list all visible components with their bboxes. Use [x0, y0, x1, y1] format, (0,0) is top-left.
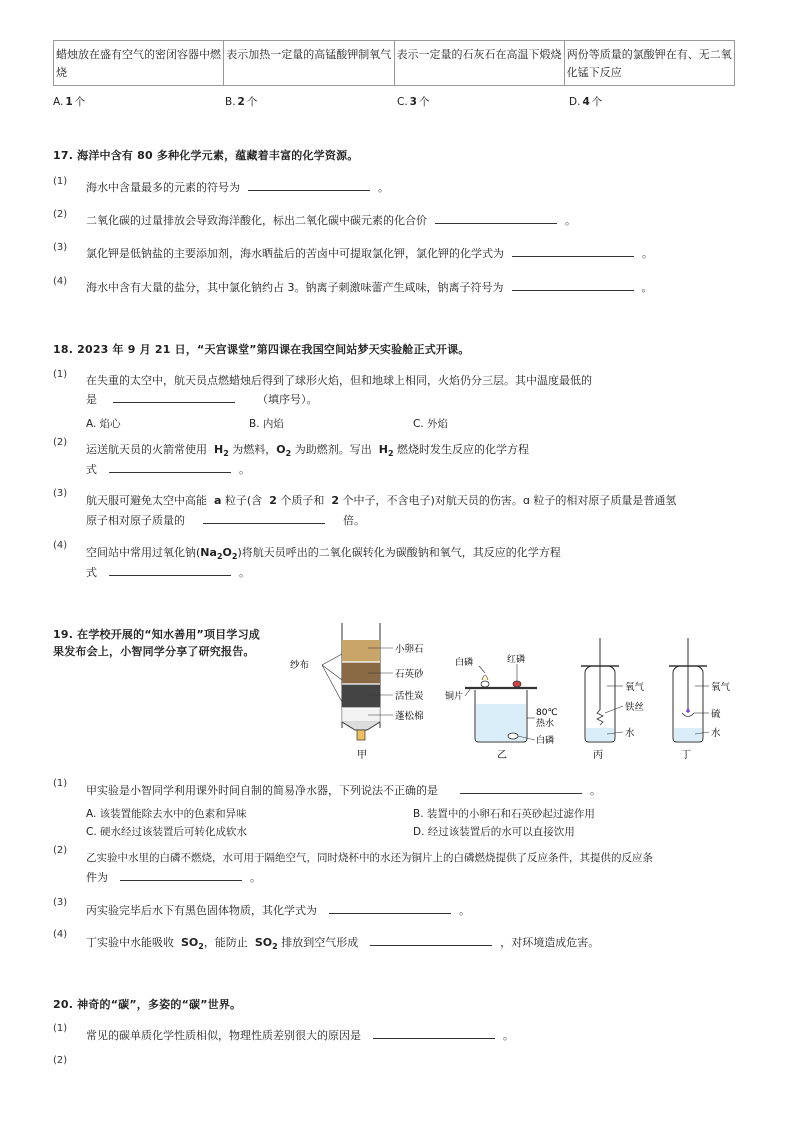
q17-part1-number: (1) — [53, 176, 68, 187]
q19-part1 — [86, 781, 601, 800]
q19-part2-number: (2) — [53, 845, 68, 856]
choice-letter: B. — [225, 96, 236, 108]
q19-option-d[interactable]: D. 经过该装置后的水可以直接饮用 — [413, 826, 575, 838]
q18-part2-number: (2) — [53, 437, 68, 448]
q18-part1-line1: 在失重的太空中，航天员点燃蜡烛后得到了球形火焰，但和地球上相同，火焰仍分三层。其中温度最低的 — [86, 374, 592, 387]
phosphorus-combustion-diagram — [445, 653, 558, 761]
choice-unit: 个 — [591, 96, 603, 108]
choice-unit: 个 — [74, 96, 86, 108]
label-activated-carbon: 活性炭 — [395, 691, 424, 702]
q17-title: 17. 海洋中含有 80 多种化学元素，蕴藏着丰富的化学资源。 — [53, 149, 359, 162]
punct: 。 — [503, 1029, 514, 1042]
label-water-bing: 水 — [625, 728, 635, 739]
q18-title: 18. 2023 年 9 月 21 日，“天宫课堂”第四课在我国空间站梦天实验舱正式开课。 — [53, 343, 470, 356]
choice-unit: 个 — [246, 96, 258, 108]
q17-part3 — [86, 244, 653, 263]
label-sulfur: 硫 — [711, 709, 721, 720]
punct: 。 — [378, 181, 389, 194]
q18-part2-text: 燃烧时发生反应的化学方程 — [397, 443, 530, 456]
choice-letter: A. — [53, 96, 64, 108]
q17-part2-text: 二氧化碳的过量排放会导致海洋酸化，标出二氧化碳中碳元素的化合价 — [86, 214, 427, 227]
q19-part2-text: 件为 — [86, 871, 108, 884]
choice-c[interactable] — [397, 94, 429, 109]
q18-part1-number: (1) — [53, 369, 68, 380]
choice-d[interactable] — [569, 94, 602, 109]
q18-part3-line2 — [86, 511, 365, 530]
q18-part2-line2 — [86, 460, 250, 479]
formula-na2o2 — [200, 546, 238, 562]
q17-part2 — [86, 211, 576, 230]
q18-part4-text: 式 — [86, 566, 97, 579]
answer-blank[interactable] — [113, 390, 235, 403]
q20-title: 20. 神奇的“碳”，多姿的“碳”世界。 — [53, 998, 242, 1011]
q18-part4-text: 空间站中常用过氧化钠( — [86, 546, 201, 559]
pebble-layer — [342, 640, 380, 662]
option-cell-4: 两份等质量的氯酸钾在有、无二氧化锰下反应 — [564, 41, 734, 86]
q18-part2-text: 为助燃剂。写出 — [294, 443, 372, 456]
formula-symbol: O — [276, 443, 286, 456]
q19-part2-line2 — [86, 868, 261, 887]
answer-blank[interactable] — [109, 460, 231, 473]
q19-part3-number: (3) — [53, 897, 68, 908]
answer-blank[interactable] — [109, 563, 231, 576]
label-oxygen-ding: 氧气 — [711, 682, 731, 693]
q18-part3-text: 原子相对原子质量的 — [86, 514, 185, 527]
answer-blank[interactable] — [512, 278, 634, 291]
label-white-phosphorus-bottom: 白磷 — [536, 736, 555, 746]
answer-blank[interactable] — [373, 1026, 495, 1039]
q19-part4-text: 丁实验中水能吸收 — [86, 936, 174, 949]
q18-part1-hint: （填序号）。 — [257, 393, 318, 406]
q19-title-line2: 果发布会上，小智同学分享了研究报告。 — [53, 645, 255, 658]
formula-h2 — [214, 443, 229, 459]
punct: 。 — [239, 463, 250, 476]
q18-part3-text: 航天服可避免太空中高能 — [86, 494, 207, 507]
q19-part4-text: ，能防止 — [203, 936, 248, 949]
q18-part2-text: 式 — [86, 463, 97, 476]
option-cell-1: 蜡烛放在盛有空气的密闭容器中燃烧 — [54, 41, 224, 86]
formula-subscript: 2 — [231, 552, 238, 562]
q19-option-c[interactable]: C. 硬水经过该装置后可转化成软水 — [86, 826, 248, 838]
choice-b[interactable] — [225, 94, 257, 109]
punct: 倍。 — [343, 514, 365, 527]
punct: 。 — [239, 566, 250, 579]
formula-symbol: Na — [200, 546, 217, 559]
q18-part4-number: (4) — [53, 540, 68, 551]
option-cell-2: 表示加热一定量的高锰酸钾制氧气 — [224, 41, 394, 86]
label-white-phosphorus-top: 白磷 — [455, 658, 474, 668]
answer-blank[interactable] — [248, 178, 370, 191]
q18-part1-line2 — [86, 390, 318, 409]
label-water-ding: 水 — [711, 728, 721, 739]
number: 2 — [269, 494, 277, 507]
answer-blank[interactable] — [120, 868, 242, 881]
formula-subscript: 2 — [223, 449, 229, 459]
option-cell-3: 表示一定量的石灰石在高温下煅烧 — [394, 41, 564, 86]
q18-part3-text: 个质子和 — [280, 494, 325, 507]
answer-blank[interactable] — [203, 511, 325, 524]
formula-o2 — [276, 443, 292, 459]
formula-h2 — [378, 443, 394, 459]
punct: 。 — [565, 214, 576, 227]
answer-blank[interactable] — [329, 901, 451, 914]
q18-part3-line1 — [86, 492, 676, 510]
label-hot-water: 热水 — [536, 719, 555, 729]
choice-unit: 个 — [418, 96, 430, 108]
q17-part4-number: (4) — [53, 276, 68, 287]
label-cotton: 蓬松棉 — [395, 711, 424, 722]
formula-symbol: SO — [181, 936, 199, 949]
q19-part4 — [86, 933, 599, 956]
q19-part1-text: 甲实验是小智同学利用课外时间自制的简易净水器，下列说法不正确的是 — [86, 784, 438, 797]
q18-part1-text: 是 — [86, 393, 97, 406]
q19-part1-number: (1) — [53, 778, 68, 789]
water-filter-diagram — [290, 623, 424, 761]
formula-subscript: 2 — [387, 449, 394, 459]
q18-part4-line2 — [86, 563, 250, 582]
q18-part3-text: 粒子(含 — [224, 494, 263, 507]
label-pebble: 小卵石 — [395, 644, 424, 655]
formula-subscript: 2 — [198, 942, 204, 952]
q17-part4 — [86, 278, 653, 297]
label-red-phosphorus: 红磷 — [507, 655, 526, 665]
experiment-figure — [285, 618, 755, 768]
formula-subscript: 2 — [272, 942, 278, 952]
label-copper: 铜片 — [445, 692, 464, 702]
caption-jia: 甲 — [357, 750, 367, 761]
choice-number: 3 — [409, 96, 417, 108]
q18-option-a[interactable]: A. 焰心 — [86, 418, 121, 430]
q18-part2-text: 运送航天员的火箭常使用 — [86, 443, 207, 456]
choice-letter: C. — [397, 96, 408, 108]
q17-part2-number: (2) — [53, 209, 68, 220]
q19-part4-text: ，对环境造成危害。 — [500, 936, 600, 949]
activated-carbon-layer — [342, 684, 380, 708]
punct: 。 — [459, 904, 470, 917]
q18-part3-text: 个中子，不含电子)对航天员的伤害。ɑ 粒子的相对原子质量是普通氢 — [342, 494, 677, 507]
choice-a[interactable] — [53, 94, 85, 109]
q18-part2-text: 为燃料， — [232, 443, 277, 456]
q17-part1 — [86, 178, 389, 197]
q19-part3 — [86, 901, 470, 920]
q20-part1 — [86, 1026, 514, 1045]
q19-part4-text: 排放到空气形成 — [281, 936, 359, 949]
label-temperature: 80℃ — [536, 708, 558, 718]
q19-part4-number: (4) — [53, 929, 68, 940]
hot-water — [476, 704, 526, 741]
q18-part4-text: )将航天员呼出的二氧化碳转化为碳酸钠和氧气，其反应的化学方程 — [237, 546, 561, 559]
choice-number: 1 — [65, 96, 73, 108]
alpha-symbol: a — [214, 494, 222, 507]
q20-part2-number: (2) — [53, 1055, 68, 1066]
caption-yi: 乙 — [497, 750, 507, 761]
q19-title — [53, 626, 260, 660]
formula-symbol: O — [222, 546, 232, 559]
answer-blank[interactable] — [435, 211, 557, 224]
punct: 。 — [250, 871, 261, 884]
formula-so2 — [254, 936, 278, 952]
q19-title-line1: 19. 在学校开展的“知水善用”项目学习成 — [53, 628, 260, 641]
q17-part4-text: 海水中含有大量的盐分，其中氯化钠约占 3。钠离子刺激味蕾产生咸味，钠离子符号为 — [86, 281, 504, 294]
label-oxygen-bing: 氧气 — [625, 682, 645, 693]
answer-blank[interactable] — [460, 781, 582, 794]
q20-part1-text: 常见的碳单质化学性质相似，物理性质差别很大的原因是 — [86, 1029, 361, 1042]
punct: 。 — [641, 281, 653, 294]
q19-part2-line1: 乙实验中水里的白磷不燃烧，水可用于隔绝空气，同时烧杯中的水还为铜片上的白磷燃烧提供了反应条件，其提供的反应条 — [86, 852, 653, 864]
caption-bing: 丙 — [593, 750, 603, 761]
q17-part1-text: 海水中含量最多的元素的符号为 — [86, 181, 240, 194]
q19-option-a[interactable]: A. 该装置能除去水中的色素和异味 — [86, 808, 247, 820]
formula-symbol: H — [378, 443, 388, 456]
punct: 。 — [642, 247, 653, 260]
sulfur-combustion-diagram — [669, 638, 731, 761]
choice-number: 4 — [582, 96, 590, 108]
q19-option-b[interactable]: B. 装置中的小卵石和石英砂起过滤作用 — [413, 808, 595, 820]
punct: 。 — [590, 784, 601, 797]
q18-option-c[interactable]: C. 外焰 — [413, 418, 449, 430]
q17-part3-number: (3) — [53, 242, 68, 253]
caption-ding: 丁 — [681, 750, 691, 761]
label-gauze: 纱布 — [290, 660, 310, 671]
q19-part3-text: 丙实验完毕后水下有黑色固体物质，其化学式为 — [86, 904, 317, 917]
formula-subscript: 2 — [216, 552, 223, 562]
answer-blank[interactable] — [512, 244, 634, 257]
iron-wire-combustion-diagram — [581, 638, 645, 761]
q20-part1-number: (1) — [53, 1023, 68, 1034]
formula-symbol: SO — [254, 936, 273, 949]
formula-so2 — [181, 936, 204, 952]
label-quartz-sand: 石英砂 — [395, 669, 424, 680]
options-table — [53, 40, 735, 86]
choice-letter: D. — [569, 96, 581, 108]
formula-symbol: H — [214, 443, 224, 456]
choice-number: 2 — [237, 96, 245, 108]
number: 2 — [331, 494, 340, 507]
q18-part3-number: (3) — [53, 488, 68, 499]
q18-option-b[interactable]: B. 内焰 — [249, 418, 284, 430]
q17-part3-text: 氯化钾是低钠盐的主要添加剂，海水晒盐后的苦卤中可提取氯化钾，氯化钾的化学式为 — [86, 247, 504, 260]
formula-subscript: 2 — [285, 449, 292, 459]
answer-blank[interactable] — [370, 933, 492, 946]
label-iron-wire: 铁丝 — [625, 702, 645, 713]
